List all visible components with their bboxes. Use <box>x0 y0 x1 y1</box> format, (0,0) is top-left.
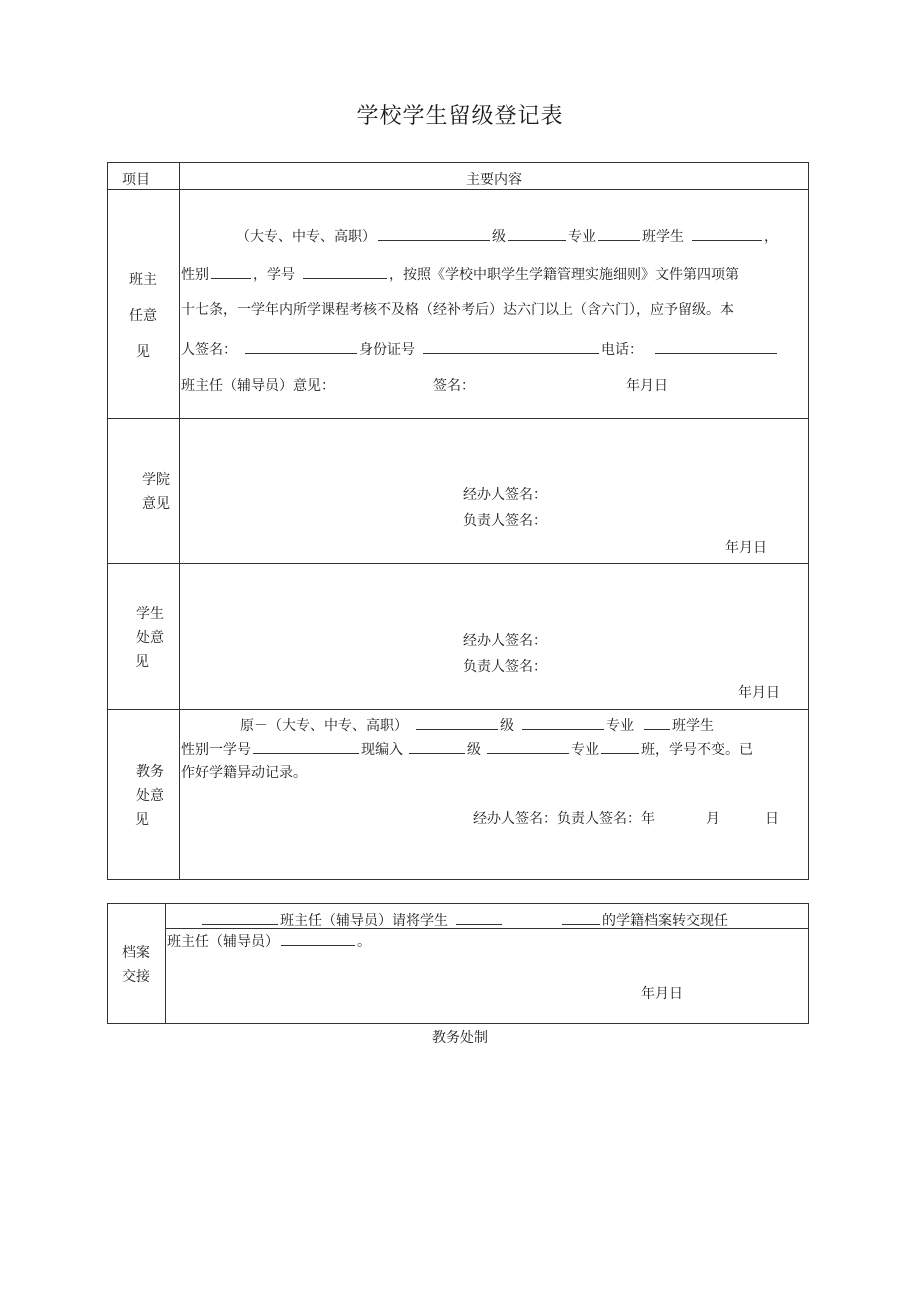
header-row-divider <box>107 189 809 190</box>
student-affairs-label-line2: 处意 <box>136 630 164 646</box>
academic-affairs-line-3: 作好学籍异动记录。 <box>181 765 307 781</box>
college-date: 年月日 <box>725 540 767 556</box>
id-card-blank[interactable] <box>423 339 599 354</box>
class-teacher-date: 年月日 <box>626 378 668 394</box>
student-affairs-label-line1: 学生 <box>136 606 164 622</box>
header-content-text: 主要内容 <box>466 172 522 188</box>
footer-issuer: 教务处制 <box>432 1030 488 1046</box>
new-grade-blank[interactable] <box>409 739 465 754</box>
student-affairs-responsible-sign: 负责人签名： <box>463 659 547 675</box>
signature-blank[interactable] <box>245 339 357 354</box>
class-teacher-line-4 <box>181 339 779 359</box>
student-id-blank[interactable] <box>303 264 387 279</box>
phone-blank[interactable] <box>655 339 777 354</box>
class-teacher-row-divider <box>107 418 809 419</box>
academic-affairs-line-1 <box>240 715 714 735</box>
original-major-text: 专业 <box>606 718 634 734</box>
original-major-blank[interactable] <box>522 715 604 730</box>
archive-student-blank-2[interactable] <box>562 910 600 925</box>
signature-text: 人签名： <box>181 342 237 358</box>
id-card-text: 身份证号 <box>359 342 415 358</box>
archive-request-text: 班主任（辅导员）请将学生 <box>280 913 448 929</box>
comma-text: ， <box>764 229 778 245</box>
college-label <box>128 468 184 516</box>
regulation-text: ，按照《学校中职学生学籍管理实施细则》文件第四项第 <box>389 267 739 283</box>
student-affairs-row-divider <box>107 709 809 710</box>
new-enroll-text: 现编入 <box>361 742 403 758</box>
student-affairs-label-line3: 见 <box>135 654 149 670</box>
student-affairs-label <box>122 602 178 674</box>
student-name-blank[interactable] <box>692 226 762 241</box>
archive-label <box>107 941 165 989</box>
academic-affairs-label-line3: 见 <box>135 812 149 828</box>
class-teacher-line-3: 十七条，一学年内所学课程考核不及格（经补考后）达六门以上（含六门），应予留级。本 <box>181 302 734 318</box>
archive-period-text: 。 <box>357 934 371 950</box>
archive-line-2 <box>167 931 371 951</box>
archive-table-column-divider <box>165 903 166 1024</box>
gender-blank[interactable] <box>211 264 251 279</box>
header-item: 项目 <box>122 172 150 188</box>
academic-affairs-sign: 经办人签名：负责人签名：年 <box>473 811 655 827</box>
college-handler-sign: 经办人签名： <box>463 487 547 503</box>
student-id-text: ，学号 <box>253 267 295 283</box>
academic-affairs-label-line2: 处意 <box>136 788 164 804</box>
class-teacher-label <box>107 262 179 370</box>
archive-original-teacher-blank[interactable] <box>202 910 278 925</box>
class-teacher-opinion-label: 班主任（辅导员）意见： <box>181 378 335 394</box>
header-content <box>180 171 808 189</box>
archive-date: 年月日 <box>641 986 683 1002</box>
class-teacher-label-line1: 班主 <box>129 272 157 288</box>
college-row-divider <box>107 563 809 564</box>
archive-line-1 <box>200 910 728 930</box>
student-affairs-date: 年月日 <box>738 685 780 701</box>
new-grade-text: 级 <box>467 742 481 758</box>
class-teacher-line-2 <box>181 264 739 284</box>
new-id-blank[interactable] <box>253 739 359 754</box>
original-grade-blank[interactable] <box>416 715 498 730</box>
archive-label-line2: 交接 <box>122 969 150 985</box>
college-responsible-sign: 负责人签名： <box>463 513 547 529</box>
grade-blank[interactable] <box>378 226 490 241</box>
archive-transfer-text: 的学籍档案转交现任 <box>602 913 728 929</box>
major-blank[interactable] <box>508 226 566 241</box>
academic-affairs-line-2 <box>181 739 753 759</box>
gender-text: 性别 <box>181 267 209 283</box>
archive-new-teacher-text: 班主任（辅导员） <box>167 934 279 950</box>
college-label-line2: 意见 <box>142 496 170 512</box>
class-teacher-line-1 <box>236 226 778 246</box>
academic-affairs-day: 日 <box>765 811 779 827</box>
archive-label-line1: 档案 <box>122 945 150 961</box>
class-teacher-label-line2: 任意 <box>129 308 157 324</box>
academic-affairs-label-line1: 教务 <box>136 764 164 780</box>
original-text: 原 <box>240 718 254 734</box>
class-teacher-sign-label: 签名： <box>433 378 475 394</box>
academic-affairs-month: 月 <box>706 811 720 827</box>
original-level-text: －（大专、中专、高职） <box>254 718 408 734</box>
new-major-text: 专业 <box>571 742 599 758</box>
archive-student-blank[interactable] <box>456 910 502 925</box>
class-blank[interactable] <box>598 226 640 241</box>
form-title: 学校学生留级登记表 <box>356 104 564 129</box>
student-affairs-handler-sign: 经办人签名： <box>463 633 547 649</box>
class-student-text: 班学生 <box>642 229 684 245</box>
academic-affairs-label <box>122 760 178 832</box>
class-teacher-label-line3: 见 <box>136 344 150 360</box>
original-class-student-text: 班学生 <box>672 718 714 734</box>
college-label-line1: 学院 <box>142 472 170 488</box>
original-class-blank[interactable] <box>644 715 670 730</box>
phone-text: 电话： <box>601 342 643 358</box>
new-class-text: 班，学号不变。已 <box>641 742 753 758</box>
grade-text: 级 <box>492 229 506 245</box>
new-major-blank[interactable] <box>487 739 569 754</box>
gender-id-text: 性别一学号 <box>181 742 251 758</box>
archive-new-teacher-blank[interactable] <box>281 931 355 946</box>
major-text: 专业 <box>568 229 596 245</box>
original-grade-text: 级 <box>500 718 514 734</box>
new-class-blank[interactable] <box>601 739 639 754</box>
main-table-column-divider <box>179 162 180 880</box>
education-level-text: （大专、中专、高职） <box>236 229 376 245</box>
